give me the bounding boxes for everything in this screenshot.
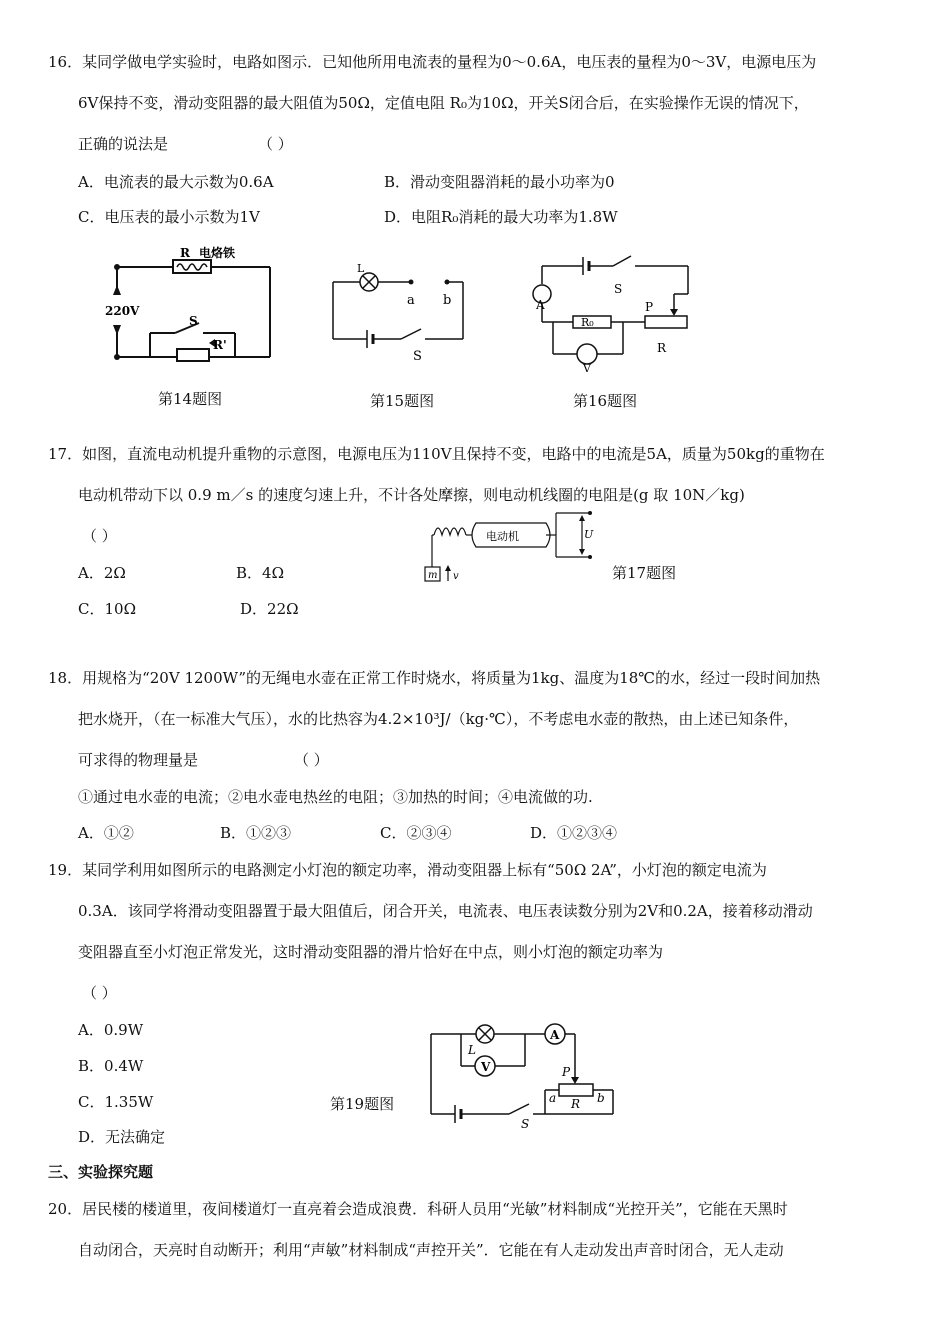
fig16-caption: 第16题图 [573, 392, 638, 410]
q20-line2: 自动闭合，天亮时自动断开；利用“声敏”材料制成“声控开关”．它能在有人走动发出声音时闭合，无人走动 [78, 1241, 784, 1259]
q16-paren: （ ） [258, 135, 293, 153]
figure-19-circuit [425, 1022, 620, 1132]
fig19-label-r: R [571, 1097, 581, 1111]
q19-line3: 变阻器直至小灯泡正常发光，这时滑动变阻器的滑片恰好在中点，则小灯泡的额定功率为 [78, 943, 664, 961]
fig16-label-p: P [645, 300, 654, 314]
q19-line2: 0.3A．该同学将滑动变阻器置于最大阻值后，闭合开关，电流表、电压表读数分别为2V和0.2A，接着移动滑动 [78, 902, 813, 920]
q17-paren: （ ） [82, 527, 117, 545]
fig15-label-l: L [357, 262, 365, 275]
q18-option-b: B．①②③ [220, 824, 292, 842]
fig19-caption: 第19题图 [330, 1095, 395, 1113]
fig15-label-b: b [443, 293, 452, 308]
q19-paren: （ ） [82, 984, 117, 1002]
q18-line1: 18．用规格为“20V 1200W”的无绳电水壶在正常工作时烧水，将质量为1kg、温度为18℃的水，经过一段时间加热 [48, 669, 821, 687]
q18-line2: 把水烧开，（在一标准大气压），水的比热容为4.2×10³J/（kg·℃），不考虑电水壶的散热，由上述已知条件， [78, 710, 799, 728]
q20-line1: 20．居民楼的楼道里，夜间楼道灯一直亮着会造成浪费．科研人员用“光敏”材料制成“光控开关”，它能在天黑时 [48, 1200, 788, 1218]
figure-17-motor [420, 505, 600, 590]
q19-option-c: C．1.35W [78, 1093, 154, 1111]
fig14-label-r: R [180, 246, 190, 260]
fig14-label-name: 电烙铁 [199, 246, 236, 260]
fig19-label-l: L [468, 1043, 476, 1057]
fig15-caption: 第15题图 [370, 392, 435, 410]
fig17-label-u: U [584, 528, 594, 541]
fig19-label-b: b [597, 1091, 605, 1105]
q19-option-d: D．无法确定 [78, 1128, 166, 1146]
figure-16-circuit [525, 252, 700, 375]
fig19-label-a: a [549, 1091, 557, 1105]
fig16-label-r: R [657, 341, 667, 355]
q19-option-a: A．0.9W [78, 1021, 144, 1039]
fig14-caption: 第14题图 [158, 390, 223, 408]
fig19-label-voltmeter: V [481, 1060, 491, 1074]
fig15-label-s: S [413, 349, 422, 364]
fig17-caption: 第17题图 [612, 564, 677, 582]
fig17-motor-label: 电动机 [486, 530, 519, 543]
fig14-label-s: S [189, 314, 198, 328]
fig16-label-v: V [583, 362, 591, 375]
fig16-label-s: S [614, 282, 623, 296]
q16-option-c: C．电压表的最小示数为1V [78, 208, 260, 226]
q17-option-a: A．2Ω [78, 564, 126, 582]
q16-option-b: B．滑动变阻器消耗的最小功率为0 [384, 173, 615, 191]
q18-option-d: D．①②③④ [530, 824, 618, 842]
fig19-label-s: S [521, 1117, 530, 1131]
q18-line3: 可求得的物理量是 [78, 751, 199, 769]
fig19-label-ammeter: A [550, 1028, 560, 1042]
q18-line4: ①通过电水壶的电流；②电水壶电热丝的电阻；③加热的时间；④电流做的功. [78, 788, 593, 806]
q16-option-a: A．电流表的最大示数为0.6A [78, 173, 274, 191]
fig15-label-a: a [407, 293, 415, 308]
fig16-label-r0: R₀ [581, 316, 594, 329]
figure-14-circuit [105, 245, 280, 370]
q17-option-d: D．22Ω [240, 600, 299, 618]
q16-line1: 16．某同学做电学实验时，电路如图示．已知他所用电流表的量程为0～0.6A，电压表的量程为0～3V，电源电压为 [48, 53, 817, 71]
section-3-title: 三、实验探究题 [48, 1163, 154, 1181]
fig19-label-p: P [562, 1065, 571, 1079]
q18-option-a: A．①② [78, 824, 134, 842]
figure-15-circuit [325, 262, 470, 367]
q19-option-b: B．0.4W [78, 1057, 144, 1075]
q16-line2: 6V保持不变，滑动变阻器的最大阻值为50Ω，定值电阻 R₀为10Ω，开关S闭合后，在实验操作无误的情况下， [78, 94, 809, 112]
q18-option-c: C．②③④ [380, 824, 452, 842]
q17-line2: 电动机带动下以 0.9 m／s 的速度匀速上升，不计各处摩擦，则电动机线圈的电阻是(g 取 10N／kg) [78, 486, 745, 504]
q17-line1: 17．如图，直流电动机提升重物的示意图，电源电压为110V且保持不变，电路中的电流是5A，质量为50kg的重物在 [48, 445, 825, 463]
fig16-label-a: A [536, 298, 545, 312]
fig17-label-v: v [453, 571, 459, 582]
q17-option-c: C．10Ω [78, 600, 137, 618]
q17-option-b: B．4Ω [236, 564, 285, 582]
q19-line1: 19．某同学利用如图所示的电路测定小灯泡的额定功率，滑动变阻器上标有“50Ω 2A”，小灯泡的额定电流为 [48, 861, 767, 879]
fig17-label-m: m [428, 570, 438, 581]
q18-paren: （ ） [294, 751, 329, 769]
fig14-label-voltage: 220V [105, 304, 140, 318]
q16-line3: 正确的说法是 [78, 135, 169, 153]
q16-option-d: D．电阻R₀消耗的最大功率为1.8W [384, 208, 618, 226]
fig14-label-r2: R' [213, 338, 227, 352]
